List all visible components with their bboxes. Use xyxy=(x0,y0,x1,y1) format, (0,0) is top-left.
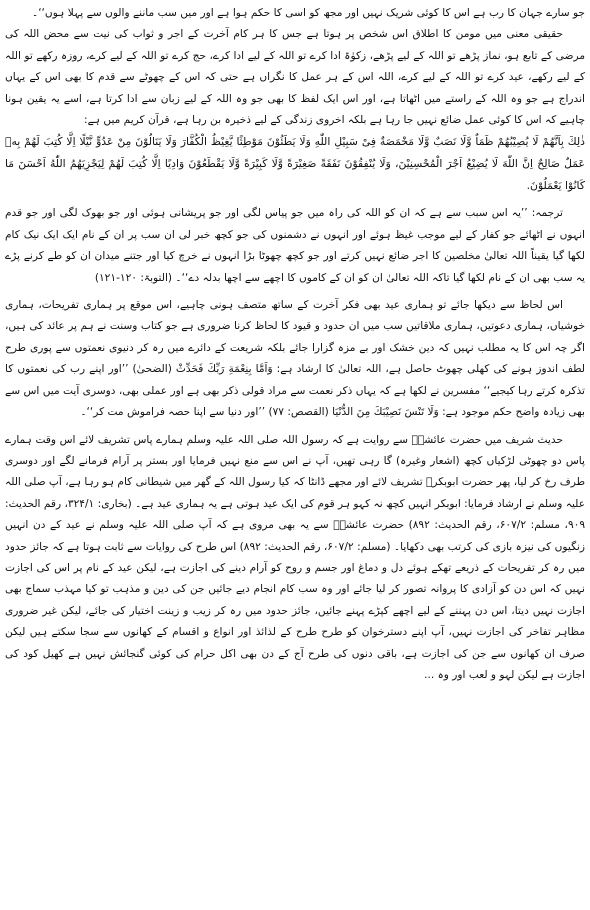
paragraph-hadith: حدیث شریف میں حضرت عائشہؓ سے روایت ہے کہ رسول اللہ صلی اللہ علیہ وسلم ہمارے پاس تشریف لائے اس وقت ہمارے پاس دو چھوٹی لڑکیاں کچھ (اشعار وغیرہ) گا رہی تھیں، آپ نے اس سے منع نہیں فرمایا اور بستر پر آرام فرمانے لگے اور دوسری طرف رخ کر لیا، پھر حضرت ابوبکرؓ تشریف لائے اور مجھے ڈانٹا کہ کیا رسول اللہ کے گھر میں شیطانی کام ہو رہا ہے، آپ صلی اللہ علیہ وسلم نے ارشاد فرمایا: ابوبکر انہیں کچھ نہ کہو ہر قوم کی ایک عید ہوتی ہے یہ ہماری عید ہے۔ (بخاری: ۳۲۴/۱، رقم الحدیث: ۹۰۹، مسلم: ۶۰۷/۲، رقم الحدیث: ۸۹۲) حضرت عائشہؓ سے یہ بھی مروی ہے کہ آپ صلی اللہ علیہ وسلم نے عید کے دن انہیں زنگیوں کی نیزہ بازی کی کرتب بھی دکھایا۔ (مسلم: ۶۰۷/۲، رقم الحدیث: ۸۹۲) اس طرح کی روایات سے ثابت ہوتا ہے کہ جائز حدود میں رہ کر تفریحات کے ذریعے تھکے ہوئے دل و دماغ اور جسم و روح کو آرام دینے کی اجازت ہے، لیکن عید کے نام پر اس کی اجازت نہیں کہ اس دن کو آزادی کا پروانہ تصور کر لیا جائے اور وہ سب کام انجام دیے جائیں جن کی دین و مذہب تو کیا مہذب سماج بھی اجازت نہیں دیتا، اس دن پہننے کے لیے اچھے کپڑے پہنے جائیں، جائز حدود میں رہ کر زیب و زینت اختیار کی جائے، لیکن غیر ضروری مظاہر تفاخر کی اجازت نہیں، آپ اپنے دسترخوان کو طرح طرح کے لذائذ اور انواع و اقسام کے کھانوں سے سجا سکتے ہیں لیکن صرف ان کھانوں سے جن کی اجازت ہے، باقی دنوں کی طرح آج کے دن بھی اکل حرام کی کوئی گنجائش نہیں ہے کھیل کود کی اجازت ہے لیکن لہو و لعب اور وہ ... xyxy=(4,433,586,681)
paragraph-verse-end: جو سارے جہان کا رب ہے اس کا کوئی شریک نہیں اور مجھ کو اسی کا حکم ہوا ہے اور میں سب ماننے والوں سے پہلا ہوں‘‘۔ xyxy=(31,7,585,19)
paragraph-eid-limits: اس لحاظ سے دیکھا جائے تو ہماری عید بھی فکر آخرت کے ساتھ متصف ہونی چاہیے، اس موقع پر ہماری تفریحات، ہماری خوشیاں، ہماری دعوتیں، ہماری ملاقاتیں سب میں ان حدود و قیود کا لحاظ کرنا ضروری ہے جو کتاب وسنت نے ہم پر عائد کی ہیں، اگر چہ اس کا یہ مطلب نہیں کہ دین خشک اور بے مزہ گزارا جائے بلکہ شریعت کے دائرے میں رہ کر دنیوی نعمتوں سے پوری طرح لطف اندوز ہونے کی کھلی چھوٹ حاصل ہے، اللہ تعالیٰ کا ارشاد ہے: وَاَمَّا بِنِعْمَةِ رَبِّكَ فَحَدِّثْ (الضحیٰ) ’’اور اپنے رب کی نعمتوں کا تذکرہ کرتے رہا کیجیے‘‘ مفسرین نے لکھا ہے کہ یہاں ذکر نعمت سے مراد قولی ذکر بھی ہے اور عملی بھی، دوسری آیت میں اس سے بھی زیادہ واضح حکم موجود ہے: وَلَا تَنْسَ نَصِيْبَكَ مِنَ الدُّنْيَا (القصص: ۷۷) ’’اور دنیا سے اپنا حصہ فراموش مت کر‘‘۔ xyxy=(5,299,585,419)
paragraph-believer-intention: حقیقی معنی میں مومن کا اطلاق اس شخص پر ہوتا ہے جس کا ہر کام آخرت کے اجر و ثواب کی نیت سے محض اللہ کی مرضی کے تابع ہو، نماز پڑھے تو اللہ کے لیے پڑھے، زکوٰۃ ادا کرے تو اللہ کے لیے ادا کرے، حج کرے تو اللہ کے لیے کرے، روزہ رکھے تو اللہ کے لیے رکھے، عید کرے تو اللہ کے لیے کرے، اللہ اس کے ہر عمل کا نگراں ہے حتی کہ اس کے چھوٹے سے قدم کا بھی اس کے یہاں اندراج ہے جو وہ اللہ کے راستے میں اٹھاتا ہے، اور اس ایک لفظ کا بھی جو وہ اللہ کے لیے زبان سے ادا کرتا ہے، اسے یہ یقین ہونا چاہیے کہ اس کا کوئی عمل ضائع نہیں جا رہا ہے بلکہ اخروی زندگی کے لیے ذخیرہ بن رہا ہے، قرآن کریم میں ہے: xyxy=(5,28,585,127)
paragraph-translation: ترجمہ: ’’یہ اس سبب سے ہے کہ ان کو اللہ کی راہ میں جو پیاس لگی اور جو پریشانی ہوئی اور جو بھوک لگی اور جو قدم انہوں نے اٹھائے جو کفار کے لیے موجب غیظ ہوئے اور انہوں نے دشمنوں کی جو کچھ خبر لی ان سب پر ان کے نام ایک ایک نیک کام لکھا گیا یقیناً اللہ تعالیٰ مخلصین کا اجر ضائع نہیں کرتے اور جو کچھ چھوٹا بڑا انہوں نے خرچ کیا اور جتنے میدان ان کو طے کرنے پڑے یہ سب بھی ان کے نام لکھا گیا تاکہ اللہ تعالیٰ ان کو ان کے کاموں کا اچھے سے اچھا بدلہ دے‘‘۔ (التوبۃ: ۱۲۰-۱۲۱) xyxy=(5,207,585,284)
quran-verse-arabic: ذٰلِكَ بِاَنَّهُمْ لَا يُصِيْبُهُمْ ظَمَاٌ وَّلَا نَصَبٌ وَّلَا مَخْمَصَةٌ فِىْ سَبِيْلِ اللّٰهِ وَلَا يَطَئُوْنَ مَوْطِئًا يَّغِيْظُ الْكُفَّارَ وَلَا يَنَالُوْنَ مِنْ عَدُوٍّ نَّيْلًا اِلَّا كُتِبَ لَهُمْ بِهٖ عَمَلٌ صَالِحٌ اِنَّ اللّٰهَ لَا يُضِيْعُ اَجْرَ الْمُحْسِنِيْنَ، وَلَا يُنْفِقُوْنَ نَفَقَةً صَغِيْرَةً وَّلَا كَبِيْرَةً وَّلَا يَقْطَعُوْنَ وَادِيًا اِلَّا كُتِبَ لَهُمْ لِيَجْزِيَهُمُ اللّٰهُ اَحْسَنَ مَا كَانُوْا يَعْمَلُوْنَ. xyxy=(5,135,585,193)
